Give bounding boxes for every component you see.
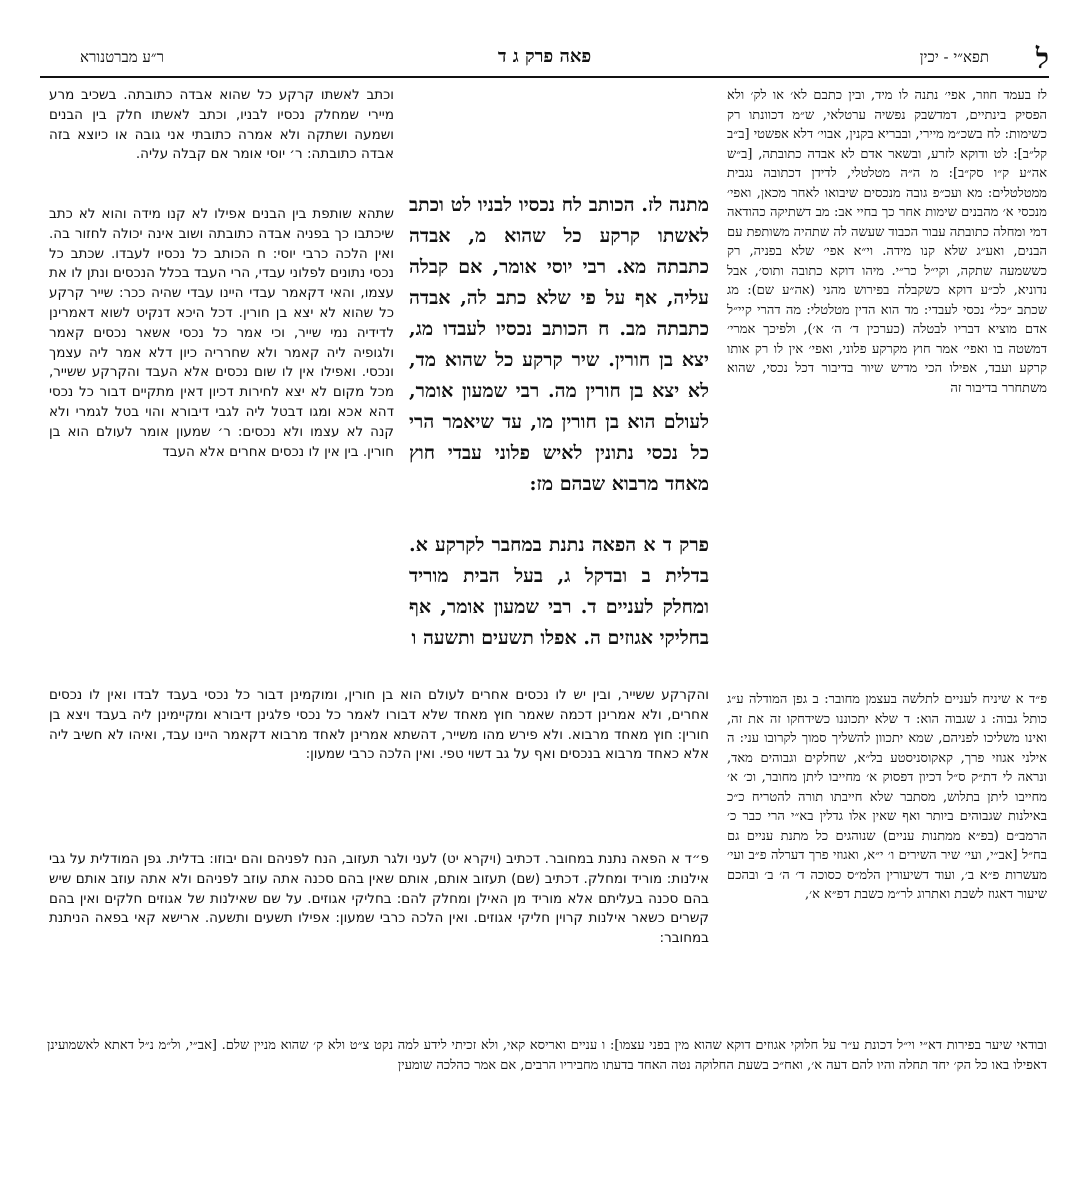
header-yachin-label: תפא״י - יכין xyxy=(919,48,989,66)
mishnah-chapter-4-start: פרק ד א הפאה נתנת במחבר לקרקע א. בדלית ב ובדקל ג, בעל הבית מוריד ומחלק לעניים ד. רבי שמעון אומר, אף בחליקי אגוזים ה. אפלו תשעים ותשעה ו xyxy=(409,534,709,649)
mishnah-chapter-3-end: מתנה לז. הכותב לח נכסיו לבניו לט וכתב לאשתו קרקע כל שהוא מ, אבדה כתבתה מא. רבי יוסי אומר, אם קבלה עליה, אף על פי שלא כתב לה, אבדה כתבתה מב. ח הכותב נכסיו לעבדו מג, יצא בן חורין. שיר קרקע כל שהוא מד, לא יצא בן חורין מה. רבי שמעון אומר, לעולם הוא בן חורין מו, עד שיאמר הרי כל נכסי נתונין לאיש פלוני עבדי חוץ מאחד מרבוא שבהם מז: xyxy=(409,194,709,495)
tiferet-yisrael-lower: פ״ד א שיניח לעניים לתלשה בעצמן מחובר: ב גפן המודלה ע״ג כותל גבוה: ג שגבוה הוא: ד שלא יתכוננו כשידחקו זה את זה, ואינו משליכו לפניהם, שמא יתכוון להשליך סמוך לקרובו עני: ה אילני אגוזי פרך, קאקוסניסטע בל״א, שחלקים וגבוהים מאד, ונראה לי דת״ק ס״ל דכיון דפסוק א׳ מחייבו ליתן מחובר, וכ׳ א׳ מחייבו ליתן בתלוש, מסתבר שלא חייבתו תורה להטריח כ״כ באילנות שגבוהים ביותר ואף שאין אלו גדלין בא״י הרי כבר כ׳ הרמב״ם (בפ״א ממתנות עניים) שנוהגים כל מתנת עניים גם בח״ל [אב״י, ועי׳ שיר השירים ו׳ י״א, ואגוזי פרך דערלה פ״ב ועי׳ מעשרות פ״א ב׳, ועוד דשיעורין הלמ״ס כסוכה ד׳ ה׳ ב׳ ובהכם שיעור דאגוז לשבת ואתרוג לר״מ כשבת דפ״א א׳, xyxy=(727,692,1047,902)
bartenura-upper: וכתב לאשתו קרקע כל שהוא אבדה כתובתה. בשכיב מרע מיירי שמחלק נכסיו לבניו, וכתב לאשתו חלק בין הבנים ושמעה ושתקה ולא אמרה כתובתי אני גובה או כיוצא בזה אבדה כתובתה: ר׳ יוסי אומר אם קבלה עליה. xyxy=(49,87,394,163)
header-bartenura-label: ר״ע מברטנורא xyxy=(80,48,164,66)
tiferet-yisrael-footer: ובודאי שיער בפירות דא״י וי״ל דכונת ע״ר על חלוקי אגוזים דוקא שהוא מין בפני עצמו]: ו עניים ואריסא קאי, ולא זכיתי לידע למה נקט צ״ט ולא ק׳ שהוא מניין שלם. [אב״י, ול״מ נ״ל דאתא לאשמועינן דאפילו באו כל הק׳ יחד תחלה והיו להם דעה א׳, ואח״כ בשעת החלוקה נטה האחד בדעתו מחביריו הרבים, אם אמר כהלכה שומעין xyxy=(47,1038,1047,1073)
header-tractate-title: פאה פרק ג ד xyxy=(497,46,592,67)
tiferet-yisrael-upper: לז בעמד חוזר, אפי׳ נתנה לו מיד, ובין כתבם לא׳ או לק׳ ולא הפסיק בינתיים, דמדשבק נפשיה ערטלאי, ש״מ דכוונתו רק כשימות: לח בשכ״מ מיירי, ובבריא בקנין, אבוי׳ דלא אפשטי [ב״ב קל״ב]: לט ודוקא לזרע, ובשאר אדם לא אבדה כתובתה, [ב״ש אה״ע ק״ו סק״ב]: מ ה״ה מטלטלי, לדידן דכתובה נגבית ממטלטלים: מא ועכ״פ גובה מנכסים שיבואו לאחר מכאן, ואפי׳ מנכסי א׳ מהבנים שימות אחר כך בחיי אב: מב דשתיקה כהודאה דמי ומחלה כתובתה עבור הכבוד שעשה לה שתהיה משותפת עם הבנים, ואע״ג שלא קנו מידה. וי״א אפי׳ שלא בפניה, רק כששמעה שתקה, וקי״ל כר״י. מיהו דוקא כתובה ותוס׳, אבל נדוניא, לכ״ע דוקא כשקבלה בפירוש מהני (אה״ע שם): מג שכתב ״כל״ נכסי לעבדי: מד הוא הדין מטלטלי: מה דהרי קיי״ל אדם מוציא דבריו לבטלה (כערכין ד׳ ה׳ א׳), ולפיכך אמרי׳ דמשטה בו ואפי׳ אמר חוץ מקרקע פלוני, ואפי׳ אין לו רק אותו קרקע ועבד, אפילו הכי מדיש שיור בדיבור דכל נכסי, שהוא משתחרר בדיבור זה xyxy=(727,88,1047,396)
bartenura-side: שתהא שותפת בין הבנים אפילו לא קנו מידה והוא לא כתב שיכתבו כך בפניה אבדה כתובתה ושוב אינה יכולה לחזור בה. ואין הלכה כרבי יוסי: ח הכותב כל נכסיו לעבדו. שכתב כל נכסי נתונים לפלוני עבדי, הרי העבד בכלל הנכסים ונתן לו את עצמו, והאי דקאמר עבדי היינו עבדי שהיה ככר: שייר קרקע כל שהוא לא יצא בן חורין. דכל היכא דנקיט לשוא דאמרינן לדידיה נמי שייר, וכי אמר כל נכסי אשאר נכסים קאמר ולגופיה ליה קאמר ולא שחרריה כיון דלא אמר ליה עצמך ונכסי. ואפילו אין לו שום נכסים אלא העבד והקרקע ששייר, מכל מקום לא יצא לחירות דכיון דאין מתקיים דבור כל נכסי דהא אכא ומגו דבטל ליה לגבי דיבורא והוי בטל לגמרי ולא קנה לא עצמו ולא נכסים: ר׳ שמעון אומר לעולם הוא בן חורין. בין אין לו נכסים אחרים אלא העבד xyxy=(49,206,394,460)
running-header xyxy=(40,40,1049,78)
page-letter: ל xyxy=(1035,42,1049,75)
bartenura-lower: פ״ד א הפאה נתנת במחובר. דכתיב (ויקרא יט) לעני ולגר תעזוב, הנח לפניהם והם יבוזו: בדלית. גפן המודלית על גבי אילנות: מוריד ומחלק. דכתיב (שם) תעזוב אותם, אותם שאין בהם סכנה אתה עוזב לפניהם ולא אתה עוזב אותם שיש בהם סכנה בעליתם אלא מוריד מן האילן ומחלק להם: בחליקי אגוזים. על שם שאילנות של אגוזים חלקים ואין בהם קשרים כשאר אילנות קרוין חליקי אגוזים. ואין הלכה כרבי שמעון: אפילו תשעים ותשעה. ארישא קאי בפאה הניתנת במחובר: xyxy=(49,851,709,947)
bartenura-middle: והקרקע ששייר, ובין יש לו נכסים אחרים לעולם הוא בן חורין, ומוקמינן דבור כל נכסי בעבד לבדו ואין לו נכסים אחרים, ולא אמרינן דכמה שאמר חוץ מאחד שלא דבורו לאמר כל נכסי פלגינן דיבורא ומקיימינן ליה בעבד ויצא בן חורין: חוץ מאחד מרבוא. ולא פירש מהו משייר, דהשתא אמרינן לאחד מרבוא דקאמר היינו עבד, ואיהו לא חשיב ליה אלא כאחד מרבוא בנכסים ואף על גב דשוי טפי. ואין הלכה כרבי שמעון: xyxy=(49,687,709,763)
